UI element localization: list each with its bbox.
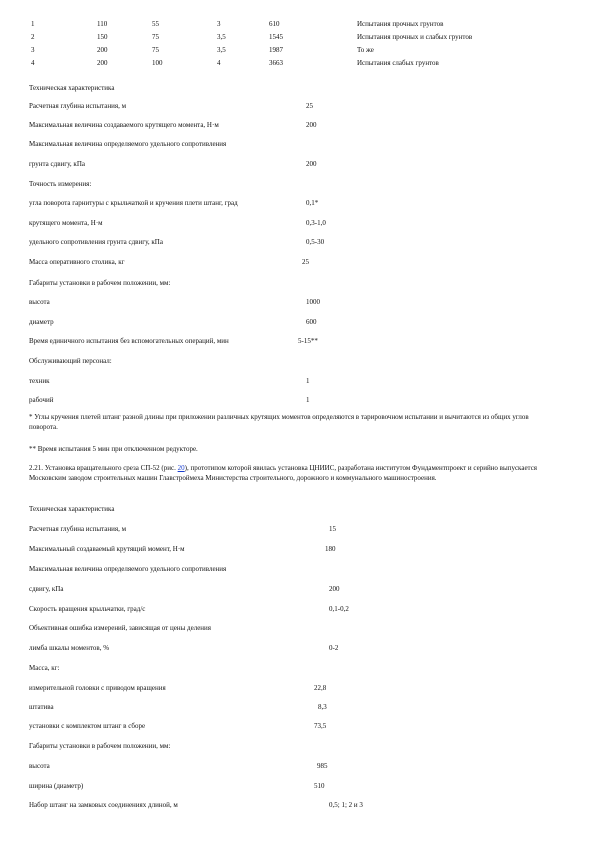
- cell-purpose: Испытания прочных грунтов: [357, 20, 444, 28]
- cell: 3: [217, 20, 221, 28]
- spec-label: высота: [29, 762, 50, 770]
- cell: 55: [152, 20, 159, 28]
- spec-label: Максимальная величина определяемого удельного сопротивления: [29, 565, 227, 573]
- spec-value: 25: [306, 102, 313, 110]
- spec-value: 0,3-1,0: [306, 219, 326, 227]
- spec-label: рабочий: [29, 396, 54, 404]
- spec-value: 985: [317, 762, 328, 770]
- spec-value: 600: [306, 318, 317, 326]
- cell-purpose: Испытания слабых грунтов: [357, 59, 439, 67]
- cell-purpose: То же: [357, 46, 374, 54]
- spec-label: лимба шкалы моментов, %: [29, 644, 110, 652]
- cell: 100: [152, 59, 163, 67]
- spec-value: 0,5; 1; 2 и 3: [329, 801, 363, 809]
- spec-value: 0,5-30: [306, 238, 325, 246]
- spec-label: Расчетная глубина испытания, м: [29, 102, 126, 110]
- spec-label: высота: [29, 298, 50, 306]
- spec-value: 5-15**: [298, 337, 318, 345]
- cell: 3,5: [217, 33, 226, 41]
- spec-label: Максимальный создаваемый крутящий момент, Н·м: [29, 545, 185, 553]
- cell: 610: [269, 20, 280, 28]
- spec-label: грунта сдвигу, кПа: [29, 160, 85, 168]
- spec-value: 1000: [306, 298, 320, 306]
- spec-value: 510: [314, 782, 325, 790]
- paragraph-text: 2.21. Установка вращательного среза СП-52 (рис.: [29, 464, 178, 472]
- spec-label: штатива: [29, 703, 54, 711]
- spec-value: 180: [325, 545, 336, 553]
- cell: 1545: [269, 33, 283, 41]
- cell: 75: [152, 46, 159, 54]
- cell: 75: [152, 33, 159, 41]
- section-heading: Техническая характеристика: [29, 84, 115, 92]
- spec-value: 200: [306, 121, 317, 129]
- spec-value: 0,1*: [306, 199, 319, 207]
- section-heading: Техническая характеристика: [29, 505, 115, 513]
- cell: 110: [97, 20, 108, 28]
- figure-link[interactable]: 20: [177, 464, 185, 472]
- spec-label: угла поворота гарнитуры с крыльчаткой и кручения плети штанг, град: [29, 199, 238, 207]
- spec-label: Масса оперативного столика, кг: [29, 258, 125, 266]
- subheading: Масса, кг:: [29, 664, 60, 672]
- spec-label: измерительной головки с приводом вращения: [29, 684, 166, 692]
- spec-value: 15: [329, 525, 336, 533]
- spec-label: диаметр: [29, 318, 54, 326]
- footnote: * Углы кручения плетей штанг разной длины при приложении различных крутящих моментов определяются в тарировочном испытании и вычитаются из общих углов поворота.: [29, 413, 529, 431]
- spec-value: 0,1-0,2: [329, 605, 349, 613]
- cell: 3,5: [217, 46, 226, 54]
- spec-label: Время единичного испытания без вспомогательных операций, мин: [29, 337, 229, 345]
- spec-label: сдвигу, кПа: [29, 585, 64, 593]
- row-number: 1: [31, 20, 35, 28]
- spec-value: 8,3: [318, 703, 327, 711]
- spec-label: Максимальная величина определяемого удельного сопротивления: [29, 140, 227, 148]
- spec-label: Расчетная глубина испытания, м: [29, 525, 126, 533]
- spec-value: 1: [306, 377, 310, 385]
- spec-value: 73,5: [314, 722, 327, 730]
- row-number: 4: [31, 59, 35, 67]
- spec-value: 200: [306, 160, 317, 168]
- paragraph-text: ), прототипом которой явилась установка ЦНИИС, разработана институтом Фундаментпроект и серийно выпускается Московским заводом строительных машин Главстроймеха Министерства строительного, дорожного и коммунального машиностроения.: [29, 464, 538, 482]
- spec-value: 0-2: [329, 644, 339, 652]
- subheading: Точность измерения:: [29, 180, 92, 188]
- spec-value: 1: [306, 396, 310, 404]
- spec-value: 22,8: [314, 684, 327, 692]
- cell-purpose: Испытания прочных и слабых грунтов: [357, 33, 473, 41]
- spec-label: крутящего момента, Н·м: [29, 219, 103, 227]
- spec-value: 200: [329, 585, 340, 593]
- footnote: ** Время испытания 5 мин при отключенном редукторе.: [29, 445, 198, 453]
- spec-label: техник: [29, 377, 50, 385]
- subheading: Обслуживающий персонал:: [29, 357, 112, 365]
- spec-label: Набор штанг на замковых соединениях длиной, м: [29, 801, 178, 809]
- subheading: Габариты установки в рабочем положении, мм:: [29, 742, 171, 750]
- subheading: Габариты установки в рабочем положении, мм:: [29, 279, 171, 287]
- spec-label: удельного сопротивления грунта сдвигу, кПа: [29, 238, 163, 246]
- body-paragraph: [29, 463, 549, 483]
- cell: 200: [97, 59, 108, 67]
- cell: 200: [97, 46, 108, 54]
- spec-value: 25: [302, 258, 309, 266]
- spec-label: установки с комплектом штанг в сборе: [29, 722, 146, 730]
- cell: 4: [217, 59, 221, 67]
- spec-label: Объективная ошибка измерений, зависящая от цены деления: [29, 624, 212, 632]
- spec-label: ширина (диаметр): [29, 782, 84, 790]
- cell: 3663: [269, 59, 283, 67]
- spec-label: Максимальная величина создаваемого крутящего момента, Н·м: [29, 121, 219, 129]
- row-number: 2: [31, 33, 35, 41]
- cell: 150: [97, 33, 108, 41]
- spec-label: Скорость вращения крыльчатки, град/с: [29, 605, 146, 613]
- cell: 1987: [269, 46, 283, 54]
- row-number: 3: [31, 46, 35, 54]
